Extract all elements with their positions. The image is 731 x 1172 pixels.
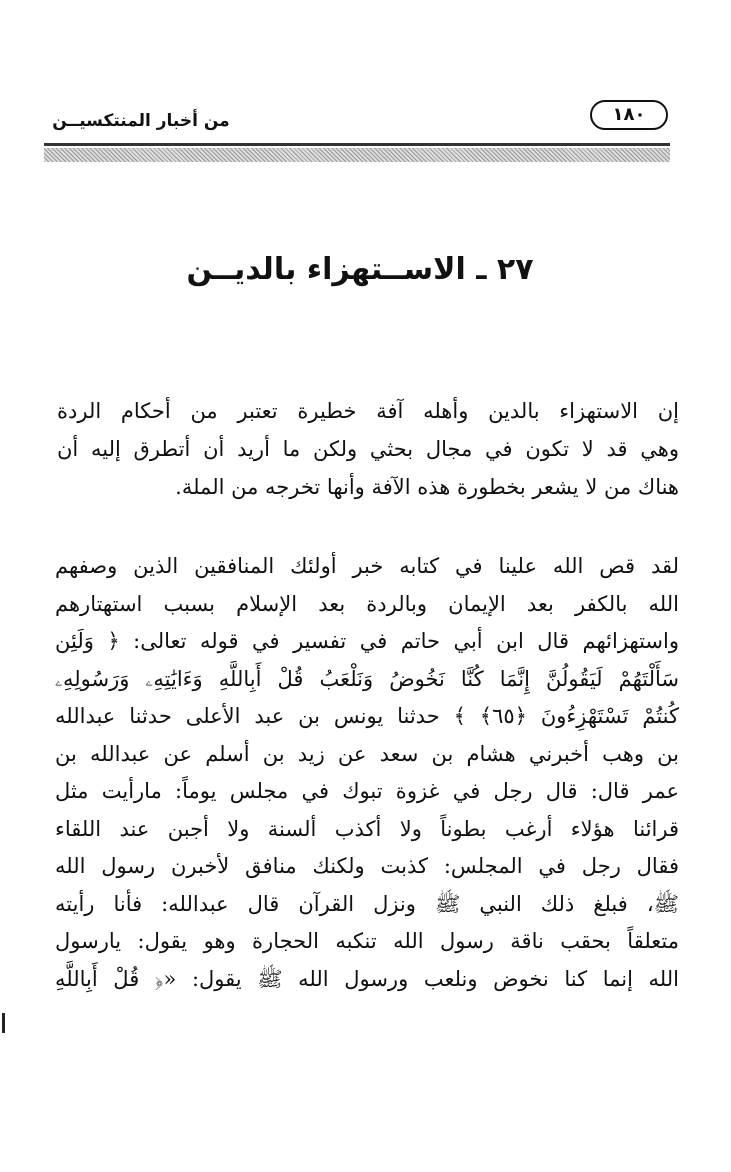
header-rule-pattern xyxy=(44,148,670,162)
text-line: فقال رجل في المجلس: كذبت ولكنك منافق لأخبرن رسول الله xyxy=(55,854,679,878)
header-rule-line xyxy=(44,143,670,146)
text-line: بن وهب أخبرني هشام بن سعد عن زيد بن أسلم عن عبدالله بن xyxy=(55,741,679,766)
text-line: إن الاستهزاء بالدين وأهله آفة خطيرة تعتبر من أحكام الردة xyxy=(57,399,679,423)
quran-verse-line: كُنتُمْ تَسْتَهْزِءُونَ ﴿٦٥﴾ ﴾ حدثنا يونس بن عبد الأعلى حدثنا عبدالله xyxy=(55,704,679,728)
text-line: وهي قد لا تكون في مجال بحثي ولكن ما أريد أن أتطرق إليه أن xyxy=(57,437,679,461)
text-line: هناك من لا يشعر بخطورة هذه الآفة وأنها تخرجه من الملة. xyxy=(175,475,679,499)
scan-margin-mark xyxy=(2,1013,5,1033)
page-number: ١٨٠ xyxy=(590,100,668,130)
text-line: قرائنا هؤلاء أرغب بطوناً ولا أكذب ألسنة ولا أجبن عند اللقاء xyxy=(55,816,679,841)
quran-verse-line: سَأَلْتَهُمْ لَيَقُولُنَّ إِنَّمَا كُنَّا نَخُوضُ وَنَلْعَبُ قُلْ أَبِاللَّهِ وَءَايَٰتِهِۦ وَرَسُولِهِۦ xyxy=(55,666,679,691)
text-line: ﷺ، فبلغ ذلك النبي ﷺ ونزل القرآن قال عبدالله: فأنا رأيته xyxy=(55,891,679,916)
header-rule xyxy=(44,143,670,163)
running-title: من أخبار المنتكسيــن xyxy=(52,111,230,131)
text-line: عمر قال: قال رجل في غزوة تبوك في مجلس يوماً: مارأيت مثل xyxy=(55,779,679,803)
text-line: متعلقاً بحقب ناقة رسول الله تنكبه الحجارة وهو يقول: يارسول xyxy=(55,929,679,953)
text-line: لقد قص الله علينا في كتابه خبر أولئك المنافقين الذين وصفهم xyxy=(55,554,679,578)
text-line: واستهزائهم قال ابن أبي حاتم في تفسير في قوله تعالى: ﴿ وَلَئِن xyxy=(55,629,680,653)
text-line: الله إنما كنا نخوض ونلعب ورسول الله ﷺ يقول: «﴿ قُلْ أَبِاللَّهِ xyxy=(55,966,679,991)
paragraph-story xyxy=(55,547,679,997)
text-line: الله بالكفر بعد الإيمان وبالردة بعد الإسلام بسبب استهتارهم xyxy=(55,591,679,616)
paragraph-intro xyxy=(57,392,679,506)
chapter-title: ٢٧ ـ الاســتهزاء بالديــن xyxy=(186,252,534,287)
